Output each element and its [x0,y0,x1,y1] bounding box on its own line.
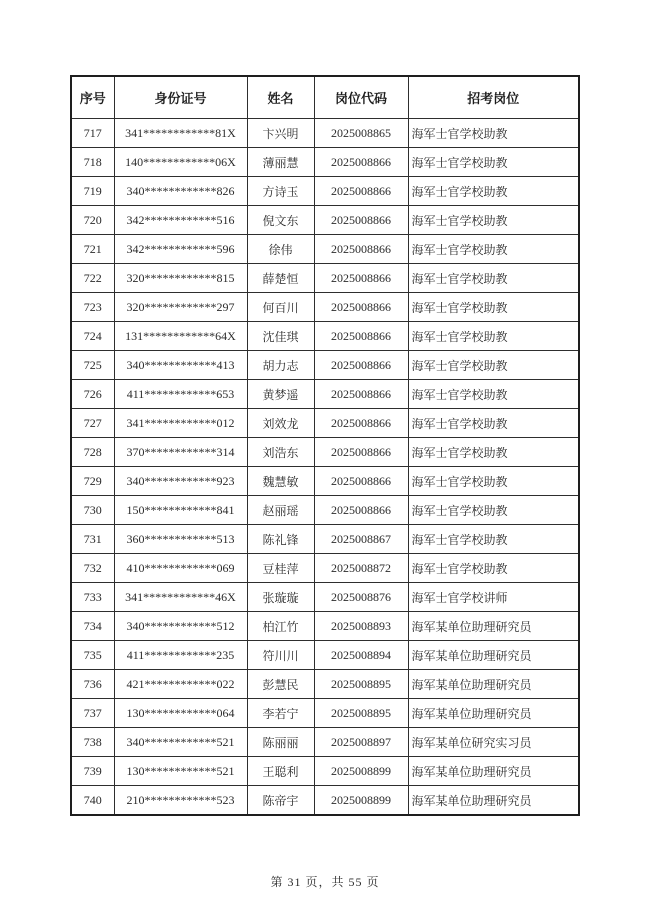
cell-name: 彭慧民 [247,670,314,699]
table-row [71,583,579,612]
cell-index: 739 [71,757,114,786]
cell-name: 刘效龙 [247,409,314,438]
cell-index: 717 [71,119,114,148]
cell-position: 海军士官学校助教 [408,148,579,177]
cell-name: 沈佳琪 [247,322,314,351]
cell-id-number: 341************46X [114,583,247,612]
table-row [71,380,579,409]
cell-index: 727 [71,409,114,438]
cell-name: 豆桂萍 [247,554,314,583]
cell-name: 陈礼锋 [247,525,314,554]
table-row [71,235,579,264]
table-row [71,525,579,554]
cell-position: 海军士官学校助教 [408,525,579,554]
cell-job-code: 2025008866 [314,322,408,351]
table-row [71,757,579,786]
cell-job-code: 2025008866 [314,206,408,235]
cell-position: 海军某单位助理研究员 [408,612,579,641]
cell-position: 海军士官学校助教 [408,264,579,293]
table-row [71,177,579,206]
table-row [71,554,579,583]
cell-position: 海军士官学校助教 [408,496,579,525]
cell-job-code: 2025008866 [314,148,408,177]
cell-id-number: 320************815 [114,264,247,293]
cell-name: 柏江竹 [247,612,314,641]
cell-job-code: 2025008895 [314,699,408,728]
candidate-table [70,75,580,816]
cell-index: 740 [71,786,114,816]
cell-job-code: 2025008866 [314,438,408,467]
cell-position: 海军某单位助理研究员 [408,641,579,670]
cell-position: 海军士官学校助教 [408,554,579,583]
cell-name: 陈帝宇 [247,786,314,816]
cell-job-code: 2025008872 [314,554,408,583]
cell-index: 722 [71,264,114,293]
cell-index: 738 [71,728,114,757]
cell-name: 薛楚恒 [247,264,314,293]
table-row [71,467,579,496]
table-row [71,119,579,148]
cell-index: 731 [71,525,114,554]
cell-position: 海军某单位助理研究员 [408,757,579,786]
cell-position: 海军士官学校助教 [408,380,579,409]
cell-index: 735 [71,641,114,670]
cell-index: 719 [71,177,114,206]
cell-name: 王聪利 [247,757,314,786]
cell-id-number: 411************235 [114,641,247,670]
cell-id-number: 340************521 [114,728,247,757]
column-header-job-code: 岗位代码 [314,76,408,119]
cell-name: 薄丽慧 [247,148,314,177]
table-row [71,148,579,177]
cell-position: 海军某单位助理研究员 [408,670,579,699]
column-header-id-number: 身份证号 [114,76,247,119]
cell-position: 海军士官学校助教 [408,409,579,438]
cell-index: 724 [71,322,114,351]
cell-job-code: 2025008866 [314,409,408,438]
table-row [71,670,579,699]
table-row [71,641,579,670]
table-row [71,699,579,728]
cell-name: 符川川 [247,641,314,670]
cell-name: 张璇璇 [247,583,314,612]
cell-index: 720 [71,206,114,235]
cell-id-number: 150************841 [114,496,247,525]
cell-index: 734 [71,612,114,641]
cell-name: 黄梦遥 [247,380,314,409]
cell-job-code: 2025008866 [314,177,408,206]
cell-job-code: 2025008866 [314,380,408,409]
cell-position: 海军士官学校助教 [408,351,579,380]
cell-name: 倪文东 [247,206,314,235]
cell-job-code: 2025008897 [314,728,408,757]
table-row [71,496,579,525]
cell-id-number: 210************523 [114,786,247,816]
cell-name: 李若宁 [247,699,314,728]
table-row [71,612,579,641]
cell-position: 海军士官学校助教 [408,206,579,235]
cell-id-number: 340************512 [114,612,247,641]
table-row [71,206,579,235]
column-header-index: 序号 [71,76,114,119]
cell-index: 721 [71,235,114,264]
cell-id-number: 342************596 [114,235,247,264]
cell-id-number: 360************513 [114,525,247,554]
cell-index: 733 [71,583,114,612]
cell-index: 737 [71,699,114,728]
cell-job-code: 2025008895 [314,670,408,699]
cell-id-number: 140************06X [114,148,247,177]
cell-position: 海军士官学校助教 [408,177,579,206]
cell-position: 海军士官学校助教 [408,119,579,148]
cell-position: 海军士官学校助教 [408,438,579,467]
column-header-position: 招考岗位 [408,76,579,119]
cell-job-code: 2025008866 [314,496,408,525]
cell-job-code: 2025008894 [314,641,408,670]
cell-index: 729 [71,467,114,496]
cell-id-number: 341************81X [114,119,247,148]
cell-job-code: 2025008867 [314,525,408,554]
table-row [71,409,579,438]
page-number-footer: 第 31 页，共 55 页 [270,875,380,889]
cell-id-number: 340************413 [114,351,247,380]
cell-position: 海军某单位研究实习员 [408,728,579,757]
cell-position: 海军士官学校助教 [408,293,579,322]
cell-id-number: 421************022 [114,670,247,699]
cell-id-number: 130************064 [114,699,247,728]
cell-name: 卞兴明 [247,119,314,148]
header-row [71,76,579,119]
cell-job-code: 2025008866 [314,235,408,264]
cell-index: 732 [71,554,114,583]
cell-name: 方诗玉 [247,177,314,206]
cell-id-number: 342************516 [114,206,247,235]
table-row [71,786,579,816]
table-row [71,293,579,322]
cell-id-number: 411************653 [114,380,247,409]
cell-index: 736 [71,670,114,699]
cell-index: 730 [71,496,114,525]
cell-id-number: 320************297 [114,293,247,322]
cell-index: 726 [71,380,114,409]
table-row [71,264,579,293]
cell-position: 海军士官学校助教 [408,235,579,264]
cell-position: 海军士官学校讲师 [408,583,579,612]
cell-job-code: 2025008866 [314,467,408,496]
cell-name: 刘浩东 [247,438,314,467]
cell-id-number: 340************826 [114,177,247,206]
cell-id-number: 130************521 [114,757,247,786]
cell-id-number: 410************069 [114,554,247,583]
cell-name: 胡力志 [247,351,314,380]
cell-index: 718 [71,148,114,177]
cell-name: 赵丽瑶 [247,496,314,525]
cell-position: 海军士官学校助教 [408,467,579,496]
cell-job-code: 2025008866 [314,264,408,293]
table-row [71,351,579,380]
cell-name: 魏慧敏 [247,467,314,496]
table-row [71,322,579,351]
cell-job-code: 2025008876 [314,583,408,612]
cell-job-code: 2025008866 [314,293,408,322]
cell-job-code: 2025008899 [314,757,408,786]
column-header-name: 姓名 [247,76,314,119]
cell-position: 海军某单位助理研究员 [408,699,579,728]
cell-index: 728 [71,438,114,467]
cell-index: 725 [71,351,114,380]
cell-job-code: 2025008865 [314,119,408,148]
cell-name: 徐伟 [247,235,314,264]
cell-id-number: 370************314 [114,438,247,467]
cell-job-code: 2025008893 [314,612,408,641]
cell-position: 海军士官学校助教 [408,322,579,351]
cell-name: 陈丽丽 [247,728,314,757]
cell-index: 723 [71,293,114,322]
cell-name: 何百川 [247,293,314,322]
cell-position: 海军某单位助理研究员 [408,786,579,816]
cell-job-code: 2025008899 [314,786,408,816]
cell-job-code: 2025008866 [314,351,408,380]
cell-id-number: 340************923 [114,467,247,496]
table-row [71,728,579,757]
cell-id-number: 131************64X [114,322,247,351]
cell-id-number: 341************012 [114,409,247,438]
table-row [71,438,579,467]
